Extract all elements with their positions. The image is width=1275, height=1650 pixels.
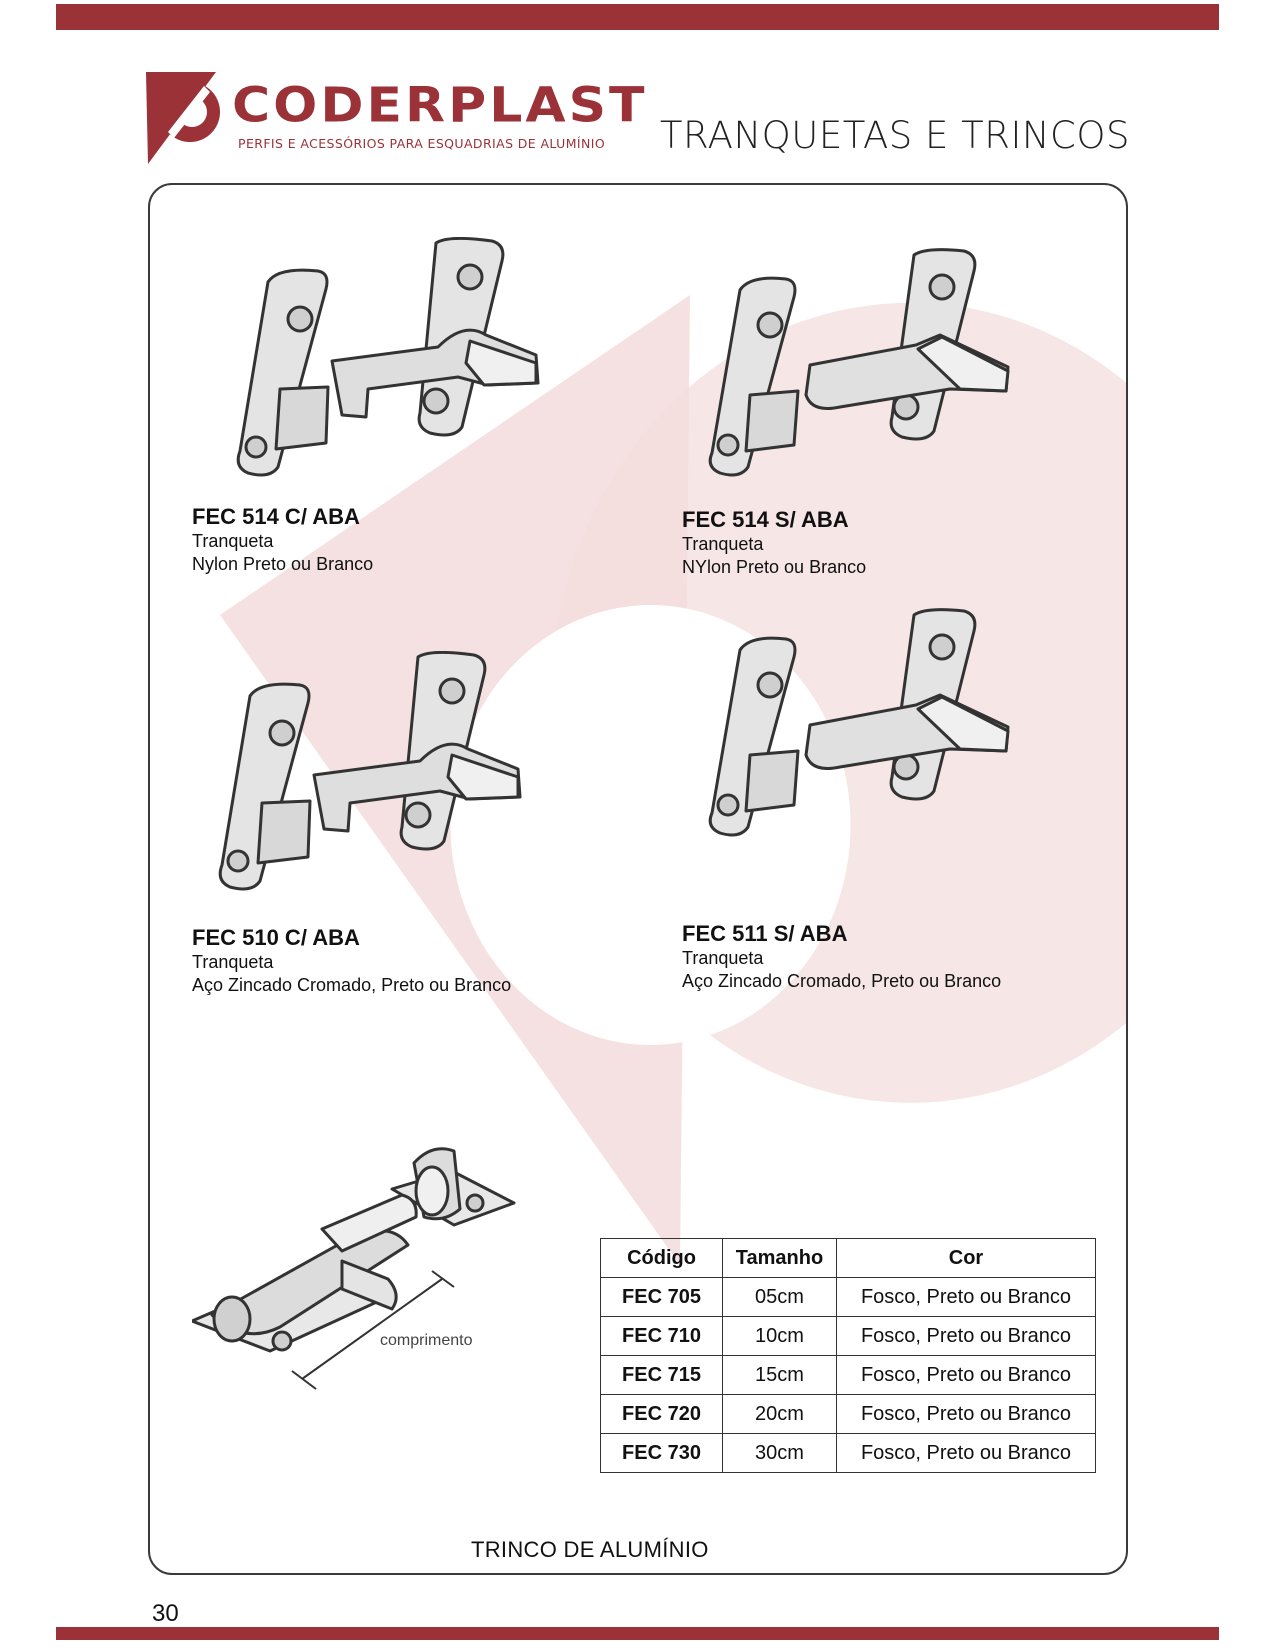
- product-type: Tranqueta: [682, 948, 764, 968]
- brand-tagline: PERFIS E ACESSÓRIOS PARA ESQUADRIAS DE ALUMÍNIO: [238, 136, 606, 151]
- product-code: FEC 514 S/ ABA: [682, 507, 849, 532]
- column-header-cor: Cor: [837, 1239, 1096, 1278]
- product-type: Tranqueta: [682, 534, 764, 554]
- tranqueta-514-c-aba-illustration: [218, 237, 558, 487]
- tranqueta-510-c-aba-illustration: [200, 651, 540, 901]
- product-code: FEC 514 C/ ABA: [192, 504, 360, 529]
- cell-tamanho: 10cm: [723, 1317, 837, 1356]
- product-material: Nylon Preto ou Branco: [192, 554, 374, 574]
- cell-cor: Fosco, Preto ou Branco: [837, 1395, 1096, 1434]
- cell-cor: Fosco, Preto ou Branco: [837, 1434, 1096, 1473]
- table-row: [601, 1395, 1096, 1434]
- cell-codigo: FEC 705: [601, 1278, 723, 1317]
- trinco-aluminio-illustration: [192, 1119, 542, 1409]
- tranqueta-511-s-aba-illustration: [690, 605, 1030, 845]
- product-type: Tranqueta: [192, 952, 274, 972]
- top-color-band: [56, 4, 1219, 30]
- product-material: Aço Zincado Cromado, Preto ou Branco: [192, 975, 512, 995]
- brand-name: CODERPLAST: [232, 78, 648, 134]
- tranqueta-514-s-aba-illustration: [690, 245, 1030, 485]
- table-row: [601, 1434, 1096, 1473]
- trinco-spec-table: [600, 1238, 1096, 1473]
- cell-tamanho: 30cm: [723, 1434, 837, 1473]
- product-type: Tranqueta: [192, 531, 274, 551]
- coderplast-logo: [146, 70, 648, 172]
- product-fec-514-c-aba: [192, 504, 373, 576]
- cell-codigo: FEC 730: [601, 1434, 723, 1473]
- bottom-color-band: [56, 1627, 1219, 1640]
- product-fec-510-c-aba: [192, 925, 511, 997]
- table-row: [601, 1278, 1096, 1317]
- cell-tamanho: 20cm: [723, 1395, 837, 1434]
- cell-tamanho: 05cm: [723, 1278, 837, 1317]
- logo-mark-icon: [146, 70, 226, 170]
- table-row: [601, 1317, 1096, 1356]
- table-row: [601, 1356, 1096, 1395]
- table-header-row: [601, 1239, 1096, 1278]
- page-number: 30: [152, 1600, 179, 1627]
- product-material: NYlon Preto ou Branco: [682, 557, 867, 577]
- cell-codigo: FEC 710: [601, 1317, 723, 1356]
- cell-codigo: FEC 720: [601, 1395, 723, 1434]
- cell-codigo: FEC 715: [601, 1356, 723, 1395]
- trinco-title: TRINCO DE ALUMÍNIO: [471, 1537, 709, 1562]
- page-title: TRANQUETAS E TRINCOS: [659, 114, 1130, 157]
- product-fec-511-s-aba: [682, 921, 1001, 993]
- column-header-tamanho: Tamanho: [723, 1239, 837, 1278]
- product-code: FEC 511 S/ ABA: [682, 921, 848, 946]
- product-fec-514-s-aba: [682, 507, 866, 579]
- column-header-codigo: Código: [601, 1239, 723, 1278]
- product-material: Aço Zincado Cromado, Preto ou Branco: [682, 971, 1002, 991]
- comprimento-label: comprimento: [380, 1332, 473, 1349]
- cell-cor: Fosco, Preto ou Branco: [837, 1278, 1096, 1317]
- product-code: FEC 510 C/ ABA: [192, 925, 360, 950]
- cell-cor: Fosco, Preto ou Branco: [837, 1356, 1096, 1395]
- cell-tamanho: 15cm: [723, 1356, 837, 1395]
- cell-cor: Fosco, Preto ou Branco: [837, 1317, 1096, 1356]
